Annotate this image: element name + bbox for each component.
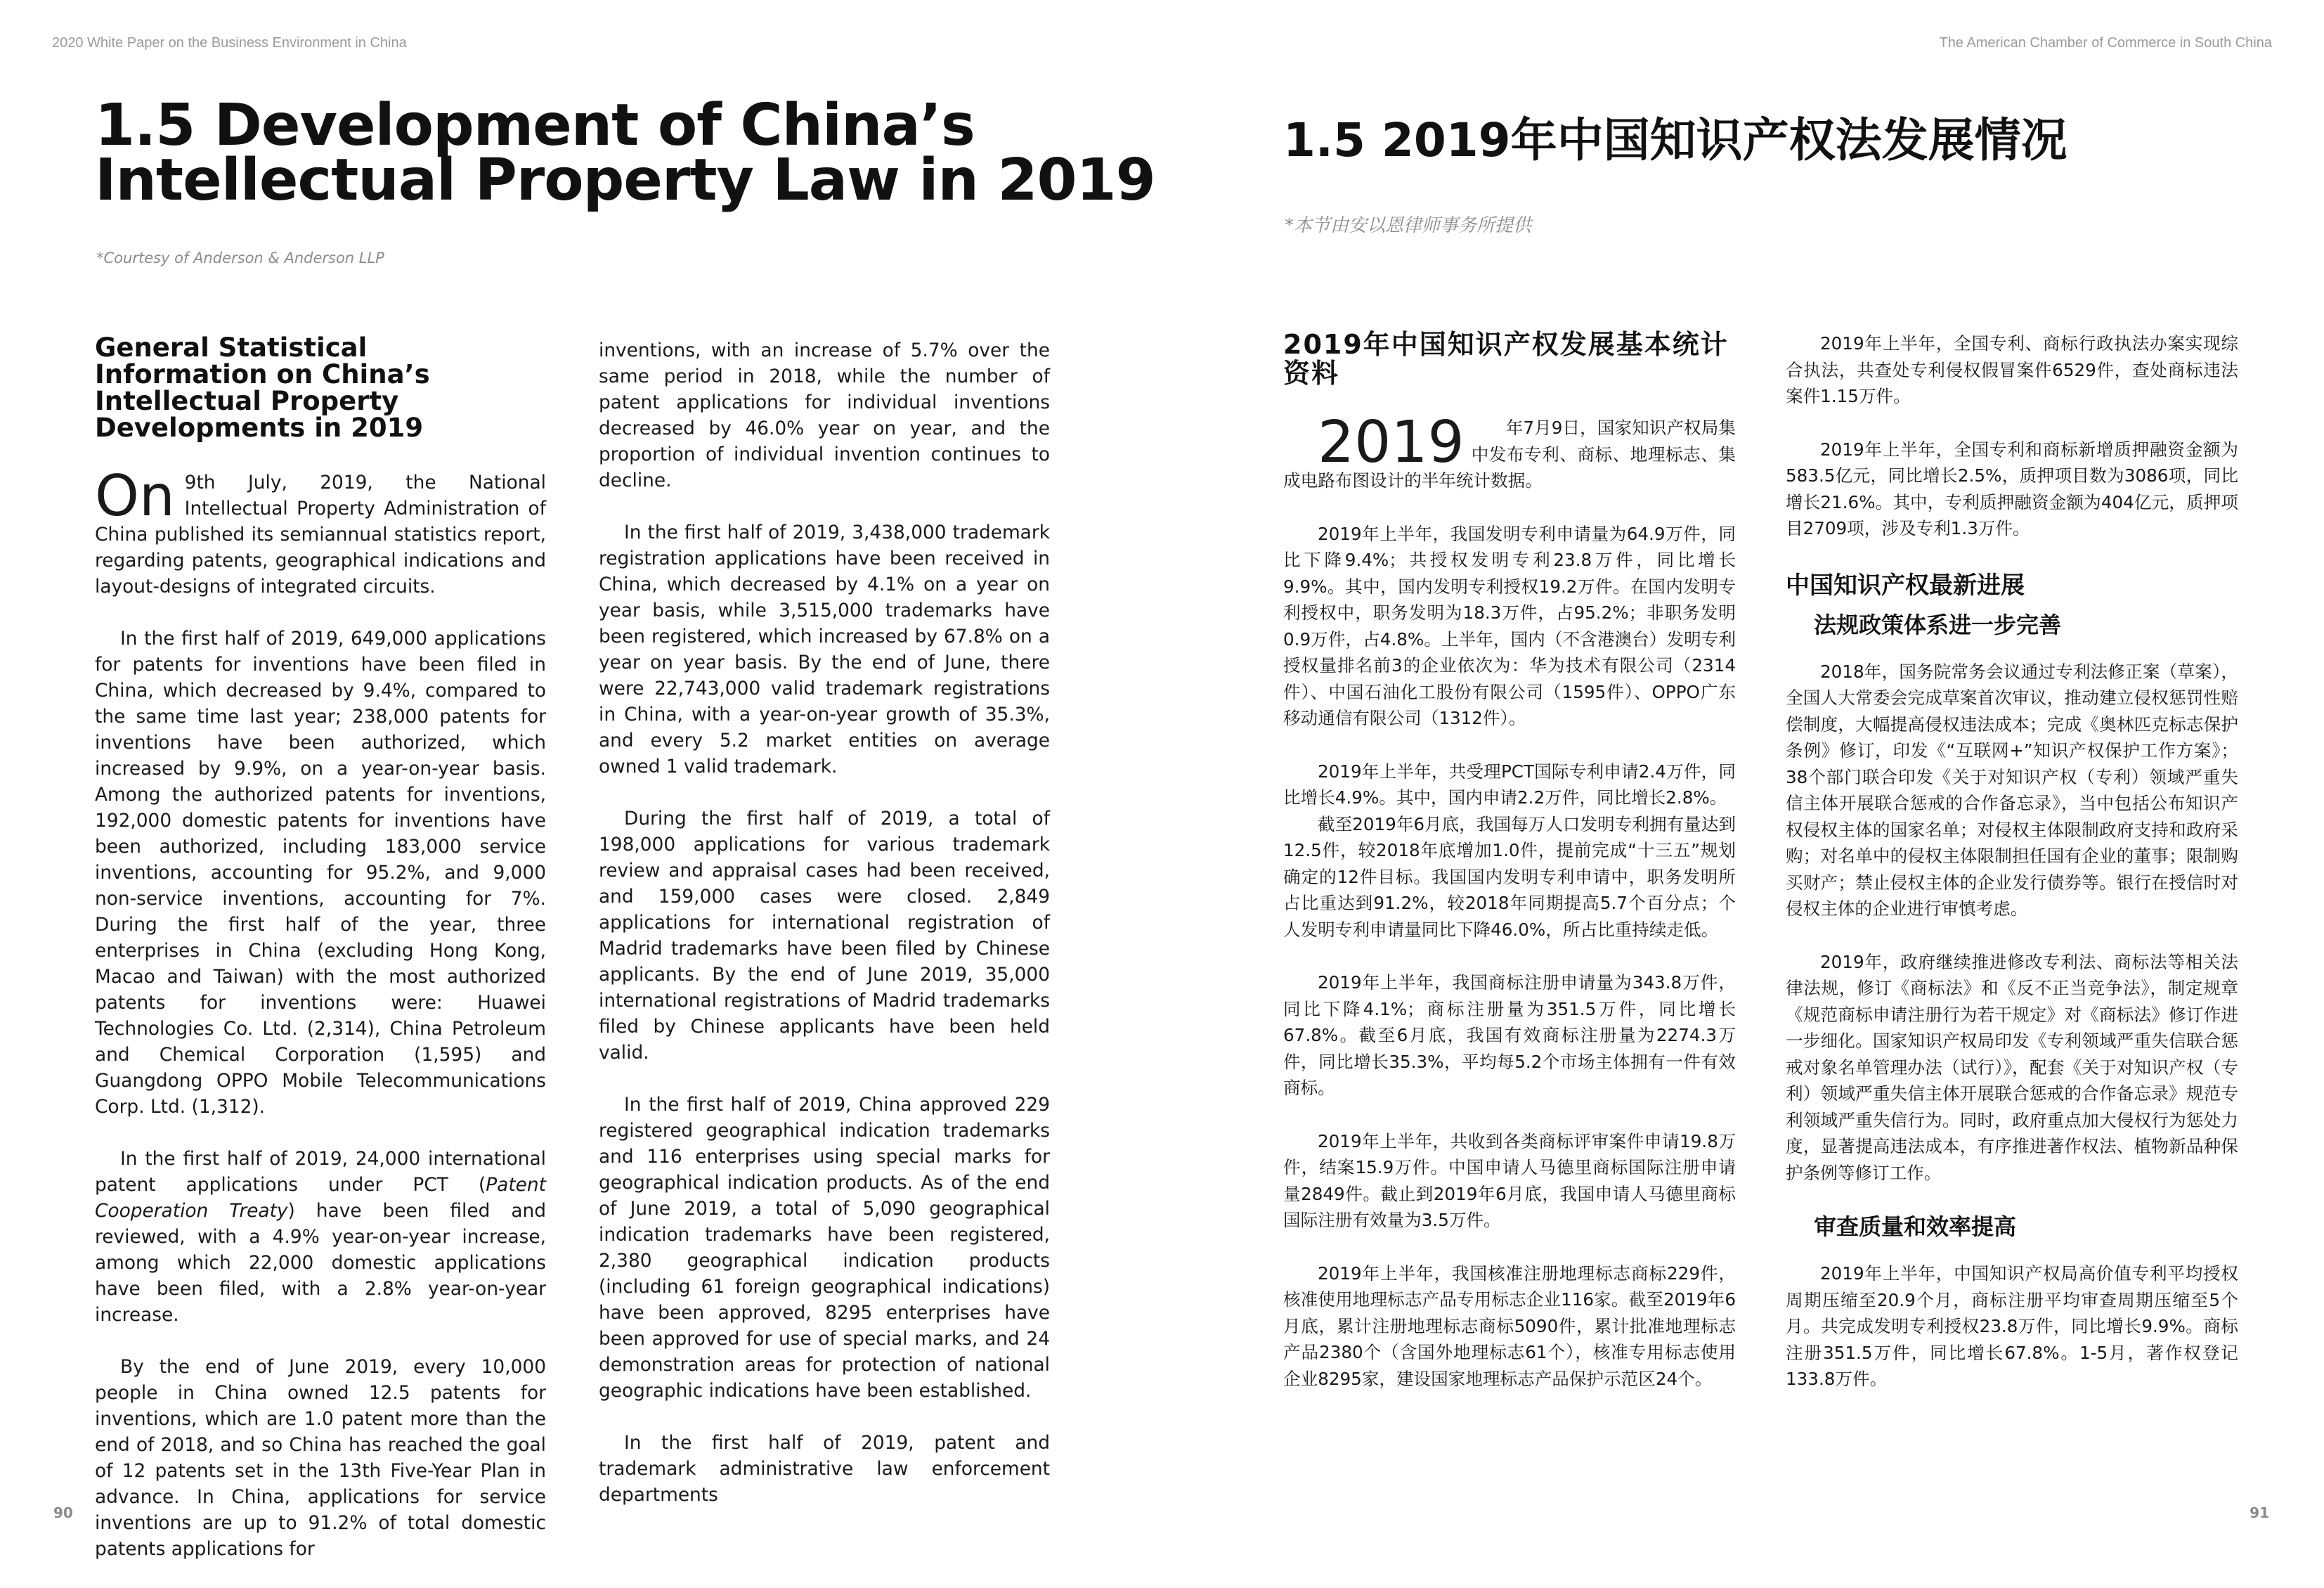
- page-number-right: 91: [2250, 1504, 2269, 1521]
- paragraph-trademarks: In the first half of 2019, 3,438,000 trademark registration applications have been received in China, which decreased by 4.1% on a year on year basis, while 3,515,000 trademarks have been registered, which increased by 67.8% on a year on year basis. By the end of June, there were 22,743,000 valid trademark registrations in China, with a year-on-year growth of 35.3%, and every 5.2 market entities on average owned 1 valid trademark.: [599, 522, 1050, 777]
- intro-paragraph-cn: 2019 年7月9日，国家知识产权局集中发布专利、商标、地理标志、集成电路布图设计的半年统计数据。: [1283, 409, 1736, 491]
- paragraph-inventions-continued: inventions, with an increase of 5.7% over the same period in 2018, while the number of patent applications for individual inventions decreased by 46.0% year on year, and the proportion of individual invention continues to decline.: [599, 340, 1050, 491]
- paragraph-trademark-review: During the first half of 2019, a total of 198,000 applications for various trademark review and appraisal cases had been received, and 159,000 cases were closed. 2,849 applications for international registration of Madrid trademarks have been filed by Chinese applicants. By the end of June 2019, 35,000 international registrations of Madrid trademarks filed by Chinese applicants have been held valid.: [599, 808, 1050, 1064]
- drop-cap-cn: 2019: [1318, 409, 1465, 476]
- courtesy-note-cn: *本节由安以恩律师事务所提供: [1285, 215, 1532, 236]
- paragraph-trademark-review-cn: 2019年上半年，共收到各类商标评审案件申请19.8万件，结案15.9万件。中国申请人马德里商标国际注册申请量2849件。截止到2019年6月底，我国申请人马德里商标国际注册有效量为3.5万件。: [1283, 1130, 1736, 1230]
- paragraph-geographical-indications-cn: 2019年上半年，我国核准注册地理标志商标229件，核准使用地理标志产品专用标志企业116家。截至2019年6月底，累计注册地理标志商标5090件，累计批准地理标志产品2380个（含国外地理标志61个），核准专用标志使用企业8295家，建设国家地理标志产品保护示范区24个。: [1283, 1263, 1736, 1389]
- running-header-left: 2020 White Paper on the Business Environment in China: [52, 35, 407, 51]
- title-line-1: 1.5 Development of China’s: [95, 92, 975, 159]
- paragraph-enforcement: In the first half of 2019, patent and trademark administrative law enforcement departments: [599, 1432, 1050, 1506]
- drop-cap: On: [95, 463, 175, 529]
- heading-policy-system: 法规政策体系进一步完善: [1814, 611, 2062, 638]
- paragraph-per-capita-patents-cn: 截至2019年6月底，我国每万人口发明专利拥有量达到12.5件，较2018年底增加1.0件，提前完成“十三五”规划确定的12件目标。我国国内发明专利申请中，职务发明所占比重达到91.2%，较2018年同期提高5.7个百分点；个人发明专利申请量同比下降46.0%，所占比重持续走低。: [1283, 813, 1736, 940]
- paragraph-trademarks-cn: 2019年上半年，我国商标注册申请量为343.8万件，同比下降4.1%；商标注册量为351.5万件，同比增长67.8%。截至6月底，我国有效商标注册量为2274.3万件，同比增长35.3%，平均每5.2个市场主体拥有一件有效商标。: [1283, 972, 1736, 1098]
- left-page-column-1: [95, 335, 546, 1588]
- paragraph-per-capita-patents: By the end of June 2019, every 10,000 people in China owned 12.5 patents for inventions, which are 1.0 patent more than the end of 2018, and so China has reached the goal of 12 patents set in the 13th Five-Year Plan in advance. In China, applications for service inventions are up to 91.2% of total domestic patents applications for: [95, 1356, 546, 1560]
- section-subtitle-en: General Statistical Information on China’s Intellectual Property Developments in 2019: [95, 333, 430, 443]
- running-header-right: The American Chamber of Commerce in South China: [1939, 35, 2272, 51]
- paragraph-enforcement-cn: 2019年上半年，全国专利、商标行政执法办案实现综合执法，共查处专利侵权假冒案件6529件，查处商标违法案件1.15万件。: [1786, 333, 2238, 406]
- paragraph-policy-2019-cn: 2019年，政府继续推进修改专利法、商标法等相关法律法规，修订《商标法》和《反不正当竞争法》，制定规章《规范商标申请注册行为若干规定》对《商标法》修订作进一步细化。国家知识产权局印发《专利领域严重失信联合惩戒对象名单管理办法（试行）》，配套《关于对知识产权（专利）领域严重失信主体开展联合惩戒的合作备忘录》规范专利领域严重失信行为。同时，政府重点加大侵权行为惩处力度，显著提高违法成本，有序推进著作权法、植物新品种保护条例等修订工作。: [1786, 951, 2238, 1183]
- paragraph-pledge-financing-cn: 2019年上半年，全国专利和商标新增质押融资金额为583.5亿元，同比增长2.5%，质押项目数为3086项，同比增长21.6%。其中，专利质押融资金额为404亿元，质押项目2709项，涉及专利1.3万件。: [1786, 439, 2238, 538]
- left-page-column-2: [599, 337, 1050, 1534]
- right-page-column-1: [1283, 330, 1736, 1419]
- paragraph-geographical-indications: In the first half of 2019, China approved 229 registered geographical indication trademarks and 116 enterprises using special marks for geographical indication products. As of the end of June 2019, a total of 5,090 geographical indication trademarks have been registered, 2,380 geographical indication products (including 61 foreign geographical indications) have been approved, 8295 enterprises have been approved for use of special marks, and 24 demonstration areas for protection of national geographic indications have been established.: [599, 1094, 1050, 1402]
- paragraph-quality-cn: 2019年上半年，中国知识产权局高价值专利平均授权周期压缩至20.9个月，商标注册平均审查周期压缩至5个月。共完成发明专利授权23.8万件，同比增长9.9%。商标注册351.5万件，同比增长67.8%。1-5月，著作权登记133.8万件。: [1786, 1263, 2238, 1389]
- courtesy-note-en: *Courtesy of Anderson & Anderson LLP: [96, 250, 384, 266]
- paragraph-invention-patents-cn: 2019年上半年，我国发明专利申请量为64.9万件，同比下降9.4%；共授权发明专利23.8万件，同比增长9.9%。其中，国内发明专利授权19.2万件。在国内发明专利授权中，职务发明为18.3万件，占95.2%；非职务发明0.9万件，占4.8%。上半年，国内（不含港澳台）发明专利授权量排名前3的企业依次为：华为技术有限公司（2314件）、中国石油化工股份有限公司（1595件）、OPPO广东移动通信有限公司（1312件）。: [1283, 523, 1736, 728]
- section-subtitle-cn: 2019年中国知识产权发展基本统计资料: [1283, 329, 1729, 389]
- page-number-left: 90: [53, 1504, 73, 1521]
- paragraph-pct: In the first half of 2019, 24,000 international patent applications under PCT (Patent Cooperation Treaty) have been filed and reviewed, with a 4.9% year-on-year increase, among which 22,000 domestic applications have been filed, with a 2.8% year-on-year increase.: [95, 1148, 546, 1326]
- paragraph-pct-cn: 2019年上半年，共受理PCT国际专利申请2.4万件，同比增长4.9%。其中，国内申请2.2万件，同比增长2.8%。: [1283, 761, 1736, 808]
- title-line-2: Intellectual Property Law in 2019: [95, 147, 1155, 214]
- paragraph-invention-patents: In the first half of 2019, 649,000 applications for patents for inventions have been filed in China, which decreased by 9.4%, compared to the same time last year; 238,000 patents for inventions have been authorized, which increased by 9.9%, on a year-on-year basis. Among the authorized patents for inventions, 192,000 domestic patents for inventions have been authorized, including 183,000 service inventions, accounting for 95.2%, and 9,000 non-service inventions, accounting for 7%. During the first half of the year, three enterprises in China (excluding Hong Kong, Macao and Taiwan) with the most authorized patents for inventions were: Huawei Technologies Co. Ltd. (2,314), China Petroleum and Chemical Corporation (1,595) and Guangdong OPPO Mobile Telecommunications Corp. Ltd. (1,312).: [95, 628, 546, 1118]
- page-title-cn: 1.5 2019年中国知识产权法发展情况: [1283, 113, 2067, 167]
- heading-quality-efficiency: 审查质量和效率提高: [1814, 1213, 2017, 1240]
- right-page-column-2: [1786, 330, 2238, 1419]
- heading-latest-progress: 中国知识产权最新进展: [1786, 571, 2025, 600]
- paragraph-policy-2018-cn: 2018年，国务院常务会议通过专利法修正案（草案），全国人大常委会完成草案首次审议，推动建立侵权惩罚性赔偿制度，大幅提高侵权违法成本；完成《奥林匹克标志保护条例》修订，印发《“互联网+”知识产权保护工作方案》；38个部门联合印发《关于对知识产权（专利）领域严重失信主体开展联合惩戒的合作备忘录》，当中包括公布知识产权侵权主体的国家名单；对侵权主体限制政府支持和政府采购；对名单中的侵权主体限制担任国有企业的董事；限制购买财产；禁止侵权主体的企业发行债券等。银行在授信时对侵权主体的企业进行审慎考虑。: [1786, 661, 2238, 919]
- intro-paragraph: On 9th July, 2019, the National Intellectual Property Administration of China published its semiannual statistics report, regarding patents, geographical indications and layout-designs of integrated circuits.: [95, 463, 546, 598]
- pct-term: Patent Cooperation Treaty: [95, 1174, 546, 1222]
- page-title-en: [95, 92, 1155, 214]
